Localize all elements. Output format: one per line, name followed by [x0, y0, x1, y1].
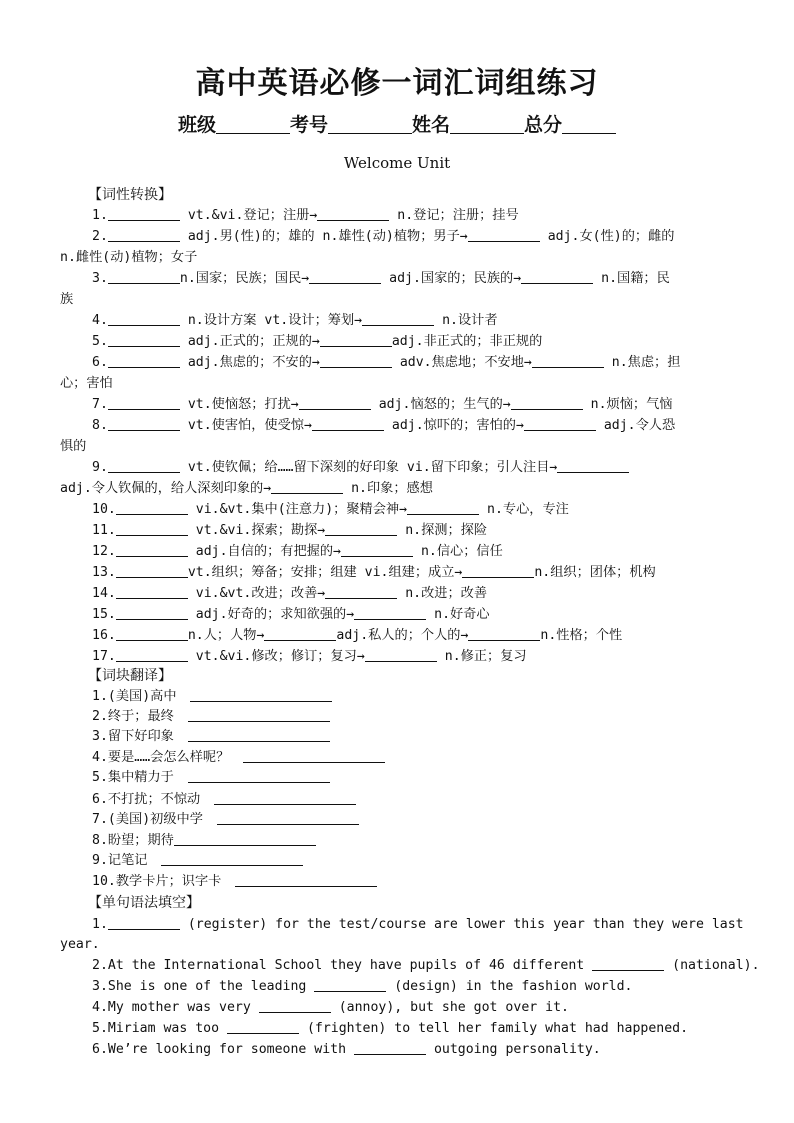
list-item: 17. vt.&vi.修改；修订；复习→ n.修正；复习 — [92, 649, 527, 664]
answer-blank[interactable] — [188, 769, 330, 783]
answer-blank[interactable] — [108, 228, 180, 242]
score-label: 总分 — [524, 114, 563, 136]
unit-heading: Welcome Unit — [343, 154, 451, 172]
list-item: 7. vt.使恼怒；打扰→ adj.恼怒的；生气的→ n.烦恼；气恼 — [92, 397, 673, 412]
answer-blank[interactable] — [116, 543, 188, 557]
list-item: 9. vt.使钦佩；给……留下深刻的好印象 vi.留下印象；引人注目→ — [92, 459, 629, 477]
name-blank[interactable] — [450, 115, 524, 134]
page-title: 高中英语必修一词汇词组练习 — [195, 66, 599, 101]
list-item: 4.要是……会怎么样呢？ — [92, 749, 385, 767]
answer-blank[interactable] — [108, 207, 180, 221]
answer-blank[interactable] — [407, 501, 479, 515]
answer-blank[interactable] — [264, 627, 336, 641]
answer-blank[interactable] — [190, 688, 332, 702]
answer-blank[interactable] — [354, 606, 426, 620]
list-item: 10. vi.&vt.集中(注意力)；聚精会神→ n.专心，专注 — [92, 502, 569, 517]
answer-blank[interactable] — [116, 501, 188, 515]
answer-blank[interactable] — [557, 459, 629, 473]
list-item: 16. n.人；人物→ adj.私人的；个人的→ n.性格；个性 — [92, 628, 623, 643]
answer-blank[interactable] — [309, 270, 381, 284]
section-heading-grammar-fill: 【单句语法填空】 — [88, 895, 200, 911]
list-item-continuation: 族 — [60, 292, 74, 307]
answer-blank[interactable] — [108, 417, 180, 431]
list-item: 6. adj.焦虑的；不安的→ adv.焦虑地；不安地→ n.焦虑；担 — [92, 355, 681, 370]
list-item: 2.终于；最终 — [92, 708, 330, 726]
list-item: 8.盼望；期待 — [92, 832, 316, 850]
section-heading-word-forms: 【词性转换】 — [88, 187, 172, 203]
answer-blank[interactable] — [188, 708, 330, 722]
list-item: 9.记笔记 — [92, 852, 303, 870]
answer-blank[interactable] — [521, 270, 593, 284]
student-info-line — [0, 110, 794, 137]
answer-blank[interactable] — [468, 627, 540, 641]
answer-blank[interactable] — [532, 354, 604, 368]
score-blank[interactable] — [562, 115, 616, 134]
answer-blank[interactable] — [312, 417, 384, 431]
answer-blank[interactable] — [314, 978, 386, 992]
list-item: 3.She is one of the leading (design) in the fashion world. — [92, 979, 633, 994]
answer-blank[interactable] — [592, 957, 664, 971]
answer-blank[interactable] — [108, 916, 180, 930]
list-item: 10.教学卡片；识字卡 — [92, 873, 377, 891]
list-item: 2.At the International School they have pupils of 46 different (national). — [92, 958, 760, 973]
answer-blank[interactable] — [243, 749, 385, 763]
list-item-continuation: year. — [60, 937, 100, 952]
class-label: 班级 — [177, 114, 216, 136]
answer-blank[interactable] — [217, 811, 359, 825]
list-item: 15. adj.好奇的；求知欲强的→ n.好奇心 — [92, 607, 490, 622]
answer-blank[interactable] — [524, 417, 596, 431]
answer-blank[interactable] — [325, 585, 397, 599]
answer-blank[interactable] — [271, 480, 343, 494]
answer-blank[interactable] — [354, 1041, 426, 1055]
name-label: 姓名 — [412, 114, 451, 136]
list-item: 3. n.国家；民族；国民→ adj.国家的；民族的→ n.国籍；民 — [92, 271, 670, 286]
list-item: 3.留下好印象 — [92, 728, 330, 746]
answer-blank[interactable] — [108, 459, 180, 473]
answer-blank[interactable] — [116, 648, 188, 662]
list-item: 14. vi.&vt.改进；改善→ n.改进；改善 — [92, 586, 488, 601]
list-item-continuation: n.雌性(动)植物；女子 — [60, 250, 198, 265]
answer-blank[interactable] — [116, 522, 188, 536]
list-item: 1.(美国)高中 — [92, 688, 332, 706]
answer-blank[interactable] — [365, 648, 437, 662]
answer-blank[interactable] — [235, 873, 377, 887]
answer-blank[interactable] — [468, 228, 540, 242]
class-blank[interactable] — [216, 115, 290, 134]
answer-blank[interactable] — [362, 312, 434, 326]
exam-no-label: 考号 — [289, 114, 328, 136]
list-item-continuation: adj.令人钦佩的，给人深刻印象的→ n.印象；感想 — [60, 481, 433, 496]
answer-blank[interactable] — [462, 564, 534, 578]
list-item: 11. vt.&vi.探索；勘探→ n.探测；探险 — [92, 523, 488, 538]
list-item: 5.集中精力于 — [92, 769, 330, 787]
answer-blank[interactable] — [116, 627, 188, 641]
answer-blank[interactable] — [116, 585, 188, 599]
answer-blank[interactable] — [108, 312, 180, 326]
list-item: 2. adj.男(性)的；雄的 n.雄性(动)植物；男子→ adj.女(性)的；雌的 — [92, 229, 675, 244]
answer-blank[interactable] — [116, 606, 188, 620]
answer-blank[interactable] — [227, 1020, 299, 1034]
answer-blank[interactable] — [108, 333, 180, 347]
answer-blank[interactable] — [116, 564, 188, 578]
answer-blank[interactable] — [299, 396, 371, 410]
answer-blank[interactable] — [511, 396, 583, 410]
answer-blank[interactable] — [108, 354, 180, 368]
list-item: 7.(美国)初级中学 — [92, 811, 359, 829]
answer-blank[interactable] — [174, 832, 316, 846]
list-item: 6.不打扰；不惊动 — [92, 791, 356, 809]
list-item: 4. n.设计方案 vt.设计；筹划→ n.设计者 — [92, 313, 498, 328]
answer-blank[interactable] — [320, 333, 392, 347]
answer-blank[interactable] — [214, 791, 356, 805]
answer-blank[interactable] — [320, 354, 392, 368]
answer-blank[interactable] — [259, 999, 331, 1013]
answer-blank[interactable] — [341, 543, 413, 557]
list-item: 4.My mother was very (annoy), but she got over it. — [92, 1000, 569, 1015]
answer-blank[interactable] — [188, 728, 330, 742]
list-item: 12. adj.自信的；有把握的→ n.信心；信任 — [92, 544, 503, 559]
exam-no-blank[interactable] — [328, 115, 412, 134]
answer-blank[interactable] — [317, 207, 389, 221]
list-item-continuation: 惧的 — [60, 439, 87, 454]
list-item: 8. vt.使害怕，使受惊→ adj.惊吓的；害怕的→ adj.令人恐 — [92, 418, 676, 433]
list-item: 13. vt.组织；筹备；安排；组建 vi.组建；成立→ n.组织；团体；机构 — [92, 565, 656, 580]
answer-blank[interactable] — [161, 852, 303, 866]
section-heading-phrase-translation: 【词块翻译】 — [88, 668, 172, 684]
answer-blank[interactable] — [108, 270, 180, 284]
list-item: 5. adj.正式的；正规的→ adj.非正式的；非正规的 — [92, 334, 543, 349]
answer-blank[interactable] — [325, 522, 397, 536]
list-item: 1. (register) for the test/course are lower this year than they were last — [92, 917, 744, 932]
answer-blank[interactable] — [108, 396, 180, 410]
list-item-continuation: 心；害怕 — [60, 376, 113, 391]
list-item: 5.Miriam was too (frighten) to tell her family what had happened. — [92, 1021, 689, 1036]
list-item: 1. vt.&vi.登记；注册→ n.登记；注册；挂号 — [92, 208, 519, 223]
list-item: 6.We’re looking for someone with outgoing personality. — [92, 1042, 601, 1057]
